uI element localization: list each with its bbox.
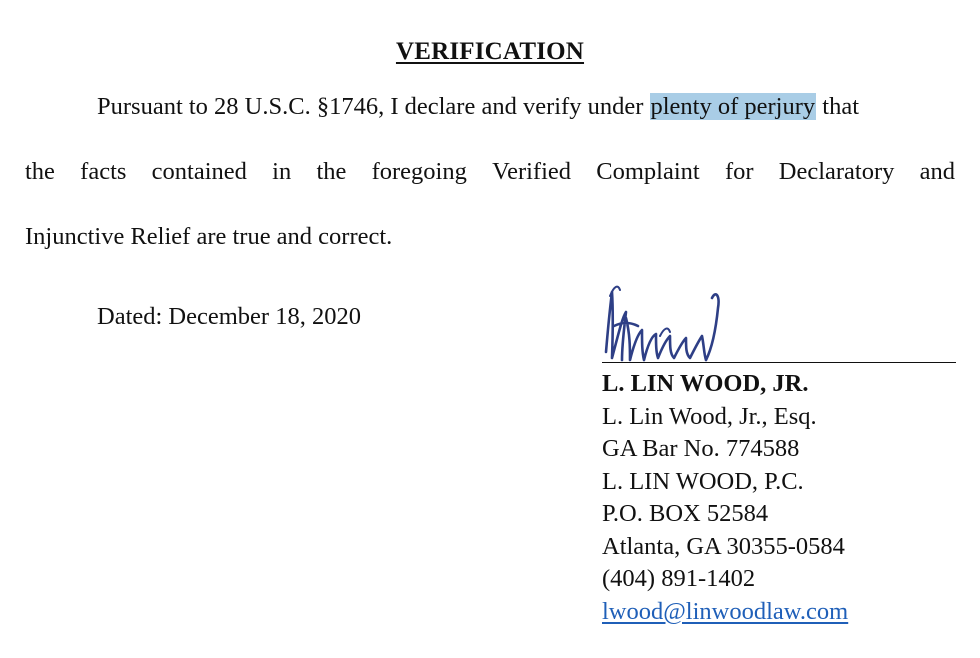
line2-word: facts: [80, 158, 127, 185]
email-link[interactable]: lwood@linwoodlaw.com: [602, 597, 849, 625]
handwritten-signature: [600, 278, 740, 364]
verification-heading: VERIFICATION: [395, 38, 585, 65]
line2-word: and: [919, 158, 955, 185]
signature-block: [602, 368, 848, 628]
po-box: P.O. BOX 52584: [602, 500, 769, 527]
signer-name: L. Lin Wood, Jr., Esq.: [602, 402, 817, 430]
line2-word: the: [25, 158, 55, 185]
line1-text-before: Pursuant to 28 U.S.C. §1746, I declare and verify under: [97, 93, 644, 120]
line2-word: for: [724, 158, 754, 185]
paragraph-line-2: [25, 157, 955, 187]
highlighted-phrase[interactable]: plenty of perjury: [650, 93, 816, 120]
signer-name-bold: L. LIN WOOD, JR.: [602, 370, 809, 397]
line1-text-after: that: [822, 93, 860, 120]
city-state-zip: Atlanta, GA 30355-0584: [602, 532, 845, 560]
phone-number: (404) 891-1402: [602, 565, 756, 592]
line2-word: the: [316, 158, 347, 185]
line2-word: in: [272, 158, 292, 185]
signature-line: [602, 362, 956, 363]
dated-line: Dated: December 18, 2020: [97, 303, 361, 330]
paragraph-line-1: [25, 92, 955, 122]
bar-number: GA Bar No. 774588: [602, 435, 800, 462]
line2-word: Complaint: [596, 158, 700, 185]
line2-word: contained: [151, 158, 247, 185]
line2-word: foregoing: [371, 158, 467, 185]
firm-name: L. LIN WOOD, P.C.: [602, 467, 804, 495]
line2-word: Declaratory: [778, 158, 895, 185]
signature-area: [600, 278, 956, 364]
paragraph-line-3: Injunctive Relief are true and correct.: [25, 223, 393, 250]
line2-word: Verified: [492, 158, 572, 185]
